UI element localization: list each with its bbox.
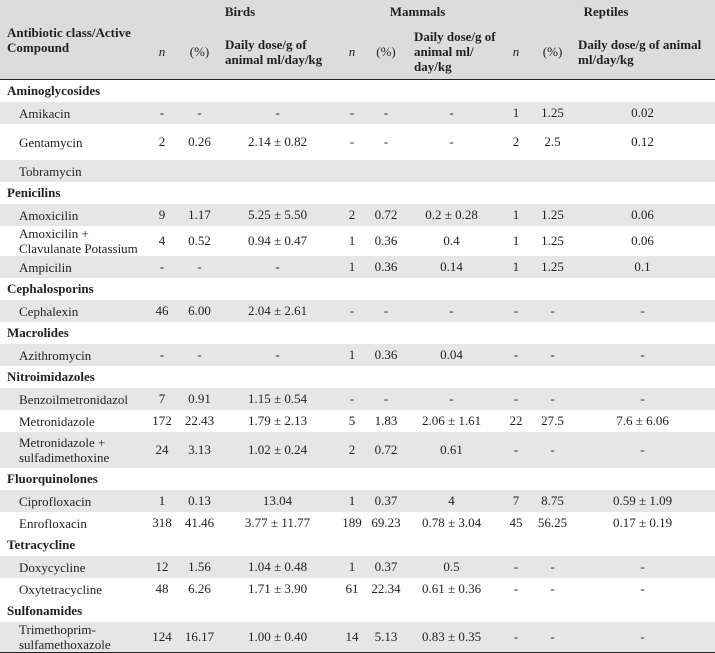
category-row — [0, 600, 715, 622]
cell-mammals-pct: - — [366, 388, 406, 410]
table-row — [0, 388, 715, 410]
cell-mammals-n: 2 — [338, 432, 366, 468]
cell-birds-n: 318 — [142, 512, 182, 534]
table-row — [0, 226, 715, 256]
cell-mammals-dose: - — [406, 300, 497, 322]
cell-reptiles-dose — [570, 160, 715, 182]
category-label: Tetracycline — [0, 534, 715, 556]
cell-reptiles-pct: 1.25 — [535, 256, 570, 278]
cell-reptiles-pct: 1.25 — [535, 226, 570, 256]
cell-mammals-dose: 0.61 ± 0.36 — [406, 578, 497, 600]
cell-birds-dose: 13.04 — [217, 490, 338, 512]
cell-reptiles-n: 45 — [497, 512, 535, 534]
cell-mammals-dose: 0.61 — [406, 432, 497, 468]
cell-mammals-n: 1 — [338, 556, 366, 578]
cell-birds-n: - — [142, 344, 182, 366]
cell-reptiles-dose: 0.06 — [570, 204, 715, 226]
cell-birds-pct: 16.17 — [182, 622, 217, 653]
cell-birds-n: 124 — [142, 622, 182, 653]
cell-birds-pct: 22.43 — [182, 410, 217, 432]
col-header-birds-n: n — [142, 24, 182, 80]
cell-birds-n: - — [142, 102, 182, 124]
cell-mammals-n — [338, 160, 366, 182]
compound-name: Ampicilin — [0, 256, 142, 278]
cell-reptiles-dose: - — [570, 388, 715, 410]
cell-reptiles-dose: 0.06 — [570, 226, 715, 256]
corner-header: Antibiotic class/Active Compound — [0, 0, 142, 80]
cell-reptiles-n: 2 — [497, 124, 535, 160]
cell-mammals-n: 2 — [338, 204, 366, 226]
header-row-groups — [0, 0, 715, 24]
cell-reptiles-pct: - — [535, 556, 570, 578]
category-row — [0, 322, 715, 344]
cell-birds-n: 4 — [142, 226, 182, 256]
category-label: Fluorquinolones — [0, 468, 715, 490]
cell-mammals-dose: 0.04 — [406, 344, 497, 366]
group-header-reptiles: Reptiles — [497, 0, 715, 24]
cell-reptiles-pct: - — [535, 578, 570, 600]
cell-reptiles-n: 1 — [497, 226, 535, 256]
cell-reptiles-dose: 7.6 ± 6.06 — [570, 410, 715, 432]
cell-reptiles-pct: 2.5 — [535, 124, 570, 160]
cell-reptiles-n: 1 — [497, 256, 535, 278]
cell-mammals-n: 189 — [338, 512, 366, 534]
table-row — [0, 410, 715, 432]
cell-birds-n: 46 — [142, 300, 182, 322]
cell-mammals-n: - — [338, 388, 366, 410]
category-label: Nitroimidazoles — [0, 366, 715, 388]
cell-reptiles-pct: - — [535, 432, 570, 468]
cell-birds-dose: 1.00 ± 0.40 — [217, 622, 338, 653]
cell-birds-pct: 41.46 — [182, 512, 217, 534]
cell-reptiles-n — [497, 160, 535, 182]
cell-reptiles-dose: - — [570, 556, 715, 578]
table-row — [0, 300, 715, 322]
compound-name: Amikacin — [0, 102, 142, 124]
table-row — [0, 512, 715, 534]
cell-reptiles-dose: - — [570, 344, 715, 366]
cell-birds-n: 172 — [142, 410, 182, 432]
category-label: Penicilins — [0, 182, 715, 204]
table-row — [0, 256, 715, 278]
cell-reptiles-n: - — [497, 300, 535, 322]
cell-mammals-dose: 0.78 ± 3.04 — [406, 512, 497, 534]
cell-birds-dose: - — [217, 256, 338, 278]
cell-mammals-n: - — [338, 124, 366, 160]
cell-mammals-n: 61 — [338, 578, 366, 600]
compound-name: Metronidazole — [0, 410, 142, 432]
compound-name: Gentamycin — [0, 124, 142, 160]
cell-reptiles-pct: 27.5 — [535, 410, 570, 432]
cell-reptiles-n: - — [497, 622, 535, 653]
col-header-reptiles-pct: (%) — [535, 24, 570, 80]
compound-name: Oxytetracycline — [0, 578, 142, 600]
cell-reptiles-n: 1 — [497, 102, 535, 124]
cell-mammals-dose: 4 — [406, 490, 497, 512]
cell-mammals-pct: 0.72 — [366, 204, 406, 226]
cell-birds-pct: 0.13 — [182, 490, 217, 512]
cell-mammals-pct — [366, 160, 406, 182]
group-header-mammals: Mammals — [338, 0, 497, 24]
cell-birds-dose: 2.14 ± 0.82 — [217, 124, 338, 160]
cell-mammals-n: 1 — [338, 344, 366, 366]
cell-birds-pct: 6.00 — [182, 300, 217, 322]
cell-reptiles-pct: - — [535, 622, 570, 653]
cell-mammals-pct: 5.13 — [366, 622, 406, 653]
cell-reptiles-n: - — [497, 556, 535, 578]
category-row — [0, 182, 715, 204]
cell-mammals-pct: - — [366, 300, 406, 322]
cell-birds-n: 12 — [142, 556, 182, 578]
cell-birds-pct: - — [182, 256, 217, 278]
cell-mammals-pct: 0.37 — [366, 556, 406, 578]
cell-birds-dose: - — [217, 344, 338, 366]
category-row — [0, 278, 715, 300]
col-header-reptiles-dose: Daily dose/g of animal ml/day/kg — [570, 24, 715, 80]
category-row — [0, 366, 715, 388]
cell-reptiles-dose: 0.02 — [570, 102, 715, 124]
table-row — [0, 556, 715, 578]
compound-name: Metronidazole + sulfadimethoxine — [0, 432, 142, 468]
compound-name: Tobramycin — [0, 160, 142, 182]
cell-reptiles-n: 7 — [497, 490, 535, 512]
cell-mammals-dose: 0.2 ± 0.28 — [406, 204, 497, 226]
cell-birds-pct: - — [182, 344, 217, 366]
cell-mammals-pct: - — [366, 102, 406, 124]
col-header-mammals-dose: Daily dose/g of animal ml/ day/kg — [406, 24, 497, 80]
cell-reptiles-dose: 0.12 — [570, 124, 715, 160]
cell-reptiles-dose: 0.59 ± 1.09 — [570, 490, 715, 512]
cell-mammals-dose: 0.5 — [406, 556, 497, 578]
compound-name: Trimethoprim-sulfamethoxazole — [0, 622, 142, 653]
cell-birds-dose: 1.71 ± 3.90 — [217, 578, 338, 600]
col-header-birds-pct: (%) — [182, 24, 217, 80]
cell-reptiles-pct: 56.25 — [535, 512, 570, 534]
cell-mammals-dose — [406, 160, 497, 182]
cell-birds-pct: 0.26 — [182, 124, 217, 160]
compound-name: Amoxicilin + Clavulanate Potassium — [0, 226, 142, 256]
cell-mammals-dose: - — [406, 102, 497, 124]
table-row — [0, 204, 715, 226]
compound-name: Azithromycin — [0, 344, 142, 366]
cell-mammals-dose: 0.83 ± 0.35 — [406, 622, 497, 653]
cell-birds-n: - — [142, 256, 182, 278]
cell-birds-dose — [217, 160, 338, 182]
cell-reptiles-n: 1 — [497, 204, 535, 226]
col-header-reptiles-n: n — [497, 24, 535, 80]
cell-reptiles-n: - — [497, 432, 535, 468]
cell-mammals-n: - — [338, 300, 366, 322]
cell-birds-dose: 1.79 ± 2.13 — [217, 410, 338, 432]
cell-reptiles-dose: 0.17 ± 0.19 — [570, 512, 715, 534]
cell-birds-dose: 1.15 ± 0.54 — [217, 388, 338, 410]
col-header-birds-dose: Daily dose/g of animal ml/day/kg — [217, 24, 338, 80]
cell-reptiles-pct: - — [535, 300, 570, 322]
cell-mammals-pct: 69.23 — [366, 512, 406, 534]
category-label: Macrolides — [0, 322, 715, 344]
cell-reptiles-dose: - — [570, 622, 715, 653]
category-row — [0, 534, 715, 556]
table-row — [0, 344, 715, 366]
group-header-birds: Birds — [142, 0, 338, 24]
cell-mammals-n: 1 — [338, 256, 366, 278]
cell-birds-pct: 0.52 — [182, 226, 217, 256]
table-row — [0, 432, 715, 468]
cell-mammals-pct: 0.37 — [366, 490, 406, 512]
compound-name: Doxycycline — [0, 556, 142, 578]
cell-reptiles-pct: - — [535, 388, 570, 410]
category-row — [0, 80, 715, 103]
cell-mammals-pct: 22.34 — [366, 578, 406, 600]
cell-mammals-dose: - — [406, 124, 497, 160]
cell-mammals-dose: 0.14 — [406, 256, 497, 278]
cell-birds-n: 24 — [142, 432, 182, 468]
table-row — [0, 102, 715, 124]
compound-name: Amoxicilin — [0, 204, 142, 226]
table-row — [0, 124, 715, 160]
cell-reptiles-dose: - — [570, 300, 715, 322]
cell-mammals-n: 5 — [338, 410, 366, 432]
cell-birds-dose: 1.02 ± 0.24 — [217, 432, 338, 468]
cell-reptiles-pct: - — [535, 344, 570, 366]
cell-birds-dose: 5.25 ± 5.50 — [217, 204, 338, 226]
compound-name: Benzoilmetronidazol — [0, 388, 142, 410]
cell-birds-n: 2 — [142, 124, 182, 160]
compound-name: Enrofloxacin — [0, 512, 142, 534]
cell-birds-dose: 1.04 ± 0.48 — [217, 556, 338, 578]
cell-birds-n: 9 — [142, 204, 182, 226]
cell-mammals-n: - — [338, 102, 366, 124]
cell-reptiles-pct: 1.25 — [535, 102, 570, 124]
compound-name: Ciprofloxacin — [0, 490, 142, 512]
cell-mammals-dose: 0.4 — [406, 226, 497, 256]
cell-mammals-pct: 1.83 — [366, 410, 406, 432]
cell-mammals-pct: 0.36 — [366, 226, 406, 256]
cell-birds-n: 48 — [142, 578, 182, 600]
table-body — [0, 80, 715, 653]
cell-birds-pct: 6.26 — [182, 578, 217, 600]
cell-mammals-pct: 0.72 — [366, 432, 406, 468]
cell-reptiles-pct: 1.25 — [535, 204, 570, 226]
cell-mammals-pct: - — [366, 124, 406, 160]
col-header-mammals-pct: (%) — [366, 24, 406, 80]
col-header-mammals-n: n — [338, 24, 366, 80]
cell-mammals-pct: 0.36 — [366, 344, 406, 366]
category-label: Sulfonamides — [0, 600, 715, 622]
cell-birds-dose: 2.04 ± 2.61 — [217, 300, 338, 322]
cell-reptiles-dose: 0.1 — [570, 256, 715, 278]
cell-birds-pct: 3.13 — [182, 432, 217, 468]
cell-birds-pct: 1.56 — [182, 556, 217, 578]
cell-reptiles-n: - — [497, 344, 535, 366]
cell-birds-dose: 0.94 ± 0.47 — [217, 226, 338, 256]
cell-mammals-n: 1 — [338, 490, 366, 512]
cell-reptiles-n: - — [497, 388, 535, 410]
cell-reptiles-pct — [535, 160, 570, 182]
table-row — [0, 490, 715, 512]
cell-mammals-dose: - — [406, 388, 497, 410]
cell-birds-dose: - — [217, 102, 338, 124]
cell-birds-pct — [182, 160, 217, 182]
cell-birds-pct: - — [182, 102, 217, 124]
category-label: Cephalosporins — [0, 278, 715, 300]
cell-mammals-pct: 0.36 — [366, 256, 406, 278]
cell-mammals-n: 1 — [338, 226, 366, 256]
cell-reptiles-pct: 8.75 — [535, 490, 570, 512]
cell-birds-n — [142, 160, 182, 182]
cell-birds-n: 1 — [142, 490, 182, 512]
cell-reptiles-n: - — [497, 578, 535, 600]
cell-birds-dose: 3.77 ± 11.77 — [217, 512, 338, 534]
table-row — [0, 160, 715, 182]
cell-reptiles-n: 22 — [497, 410, 535, 432]
category-label: Aminoglycosides — [0, 80, 715, 103]
cell-mammals-dose: 2.06 ± 1.61 — [406, 410, 497, 432]
cell-reptiles-dose: - — [570, 578, 715, 600]
cell-birds-n: 7 — [142, 388, 182, 410]
compound-name: Cephalexin — [0, 300, 142, 322]
cell-mammals-n: 14 — [338, 622, 366, 653]
cell-birds-pct: 0.91 — [182, 388, 217, 410]
table-row — [0, 578, 715, 600]
cell-birds-pct: 1.17 — [182, 204, 217, 226]
category-row — [0, 468, 715, 490]
cell-reptiles-dose: - — [570, 432, 715, 468]
